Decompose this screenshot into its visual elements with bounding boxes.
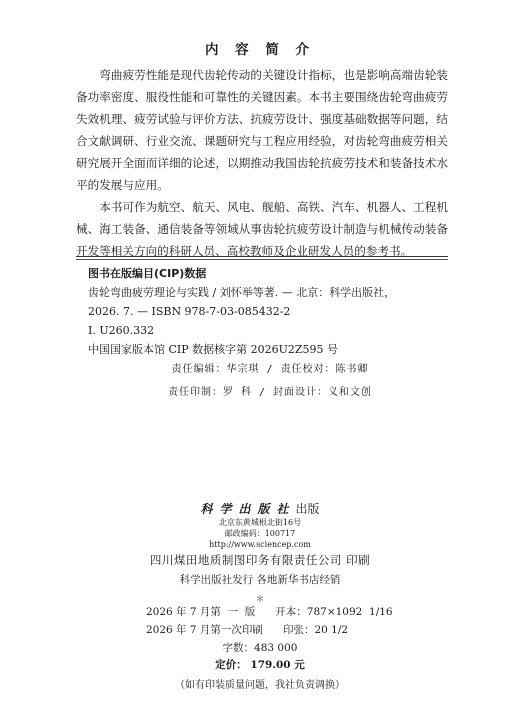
cip-heading: 图书在版编目(CIP)数据 (88, 267, 207, 280)
publisher-suffix: 出版 (295, 502, 320, 516)
divider (76, 256, 448, 257)
publisher-postcode: 邮政编码：100717 (224, 529, 296, 538)
content-summary (76, 64, 448, 262)
summary-paragraph: 本书可作为航空、航天、风电、舰船、高铁、汽车、机器人、工程机械、海工装备、通信装备等领域从事齿轮抗疲劳设计制造与机械传动装备开发等相关方向的科研人员、高校教师及企业研发人员的参考书。 (76, 200, 448, 258)
quality-notice: （如有印装质量问题，我社负责调换） (175, 680, 345, 691)
divider (76, 259, 448, 260)
publisher-address: 北京东黄城根北街16号 (218, 518, 302, 527)
separator-star: ＊ (255, 595, 265, 605)
cip-line: 齿轮弯曲疲劳理论与实践 / 刘怀举等著. — 北京：科学出版社， (88, 286, 396, 299)
editor-credits: 责任编辑：华宗琪 / 责任校对：陈书卿 (171, 364, 369, 375)
publisher-website: http://www.sciencep.com (209, 540, 311, 549)
distribution-info: 科学出版社发行 各地新华书店经销 (179, 574, 341, 586)
summary-paragraph: 弯曲疲劳性能是现代齿轮传动的关键设计指标，也是影响高端齿轮装备功率密度、服役性能和可靠性的关键因素。本书主要围绕齿轮弯曲疲劳失效机理、疲劳试验与评价方法、抗疲劳设计、强度基础数据等问题，结合文献调研、行业交流、课题研究与工程应用经验，对齿轮弯曲疲劳相关研究展开全面而详细的论述，以期推动我国齿轮抗疲劳技术和装备技术水平的发展与应用。 (76, 68, 448, 192)
production-credits: 责任印制：罗 科 / 封面设计：义和文创 (167, 387, 373, 398)
cip-line: Ⅰ. U260.332 (88, 324, 155, 337)
page-title: 内 容 简 介 (204, 42, 316, 58)
price: 定价： 179.00 元 (215, 659, 305, 671)
printer-info: 四川煤田地质制图印务有限责任公司 印刷 (149, 553, 371, 567)
cip-line: 中国国家版本馆 CIP 数据核字第 2026U2Z595 号 (88, 343, 339, 356)
publisher-line (0, 500, 520, 517)
cip-line: 2026. 7. — ISBN 978-7-03-085432-2 (88, 305, 291, 318)
word-count: 字数：483 000 (222, 642, 298, 654)
publisher-logo: 科学出版社 (200, 502, 296, 516)
cip-data-block (88, 264, 448, 359)
edition-line: 2026 年 7 月第 一 版 开本：787×1092 1/16 (146, 606, 393, 618)
printing-line: 2026 年 7 月第一次印刷 印张：20 1/2 (146, 624, 349, 636)
